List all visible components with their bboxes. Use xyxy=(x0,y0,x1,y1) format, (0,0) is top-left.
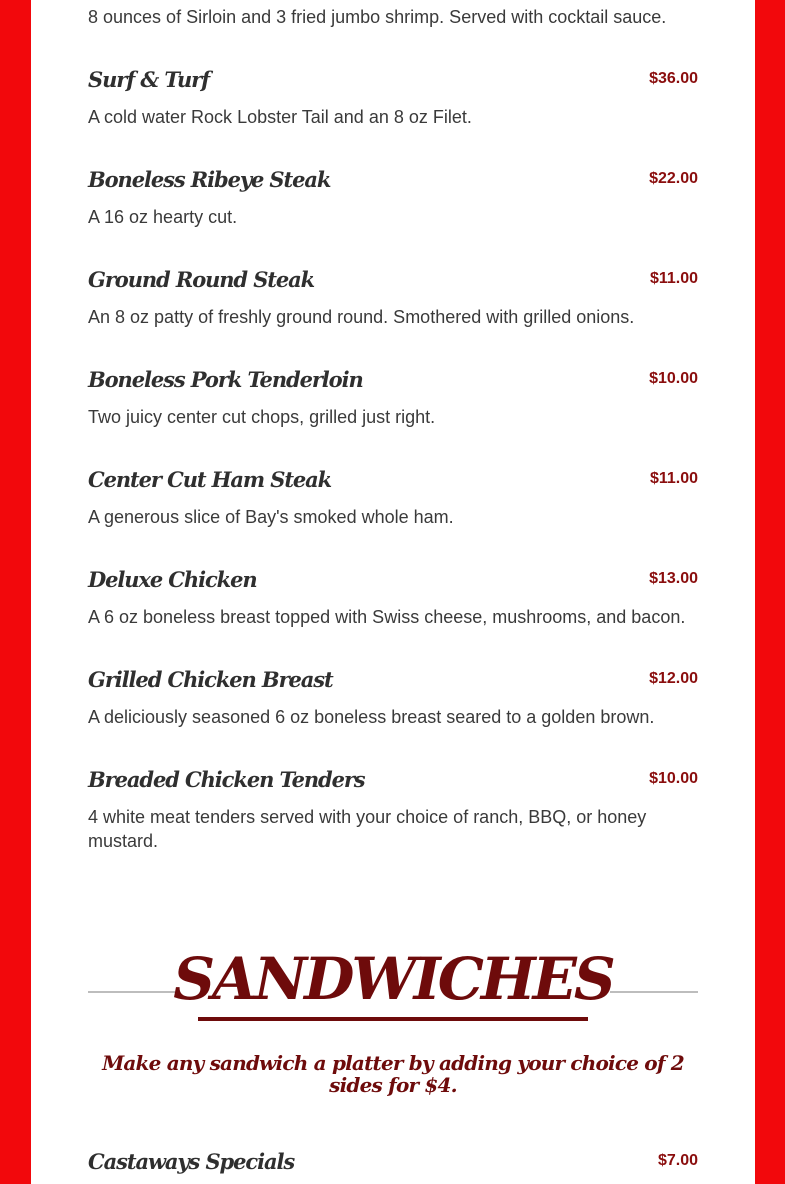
dinner-menu-list xyxy=(88,0,698,853)
section-header xyxy=(88,940,698,1020)
item-name: Boneless Pork Tenderloin xyxy=(88,366,363,392)
item-description: A deliciously seasoned 6 oz boneless breast seared to a golden brown. xyxy=(88,707,655,727)
menu-item-center-cut-ham-steak xyxy=(88,463,698,529)
menu-item-ground-round-steak xyxy=(88,263,698,329)
item-name: Deluxe Chicken xyxy=(88,566,257,592)
menu-item-breaded-chicken-tenders xyxy=(88,763,698,853)
menu-item-deluxe-chicken xyxy=(88,563,698,629)
item-price: $11.00 xyxy=(649,470,698,487)
sandwiches-section xyxy=(88,940,698,1174)
menu-item-castaways-specials xyxy=(88,1145,698,1177)
item-description: A 16 oz hearty cut. xyxy=(88,207,238,227)
item-description: 4 white meat tenders served with your choice of ranch, BBQ, or honey mustard. xyxy=(88,807,647,851)
item-description: Two juicy center cut chops, grilled just right. xyxy=(88,407,436,427)
item-description: An 8 oz patty of freshly ground round. Smothered with grilled onions. xyxy=(88,307,635,327)
menu-item-boneless-ribeye-steak xyxy=(88,163,698,229)
item-price: $22.00 xyxy=(649,170,698,187)
item-description: A cold water Rock Lobster Tail and an 8 oz Filet. xyxy=(88,107,472,127)
item-price: $36.00 xyxy=(649,70,698,87)
menu-page xyxy=(31,0,755,1184)
item-description: 8 ounces of Sirloin and 3 fried jumbo shrimp. Served with cocktail sauce. xyxy=(88,7,667,27)
item-name: Ground Round Steak xyxy=(88,266,315,292)
menu-item-grilled-chicken-breast xyxy=(88,663,698,729)
item-name: Breaded Chicken Tenders xyxy=(88,766,365,792)
menu-item-surf-and-turf xyxy=(88,63,698,129)
item-price: $7.00 xyxy=(657,1152,698,1169)
item-name: Grilled Chicken Breast xyxy=(88,666,333,692)
item-price: $11.00 xyxy=(649,270,698,287)
section-title: SANDWICHES xyxy=(173,945,613,1013)
section-note: Make any sandwich a platter by adding your choice of 2 sides for $4. xyxy=(102,1051,684,1097)
item-name: Center Cut Ham Steak xyxy=(88,466,332,492)
item-price: $10.00 xyxy=(649,370,698,387)
item-price: $12.00 xyxy=(649,670,698,687)
item-name: Surf & Turf xyxy=(88,66,210,92)
section-title-underline xyxy=(198,1017,588,1021)
item-name: Castaways Specials xyxy=(88,1148,295,1174)
menu-item-boneless-pork-tenderloin xyxy=(88,363,698,429)
item-description: A generous slice of Bay's smoked whole ham. xyxy=(88,507,454,527)
item-price: $10.00 xyxy=(649,770,698,787)
item-name: Boneless Ribeye Steak xyxy=(88,166,331,192)
item-description: A 6 oz boneless breast topped with Swiss cheese, mushrooms, and bacon. xyxy=(88,607,686,627)
item-price: $13.00 xyxy=(649,570,698,587)
